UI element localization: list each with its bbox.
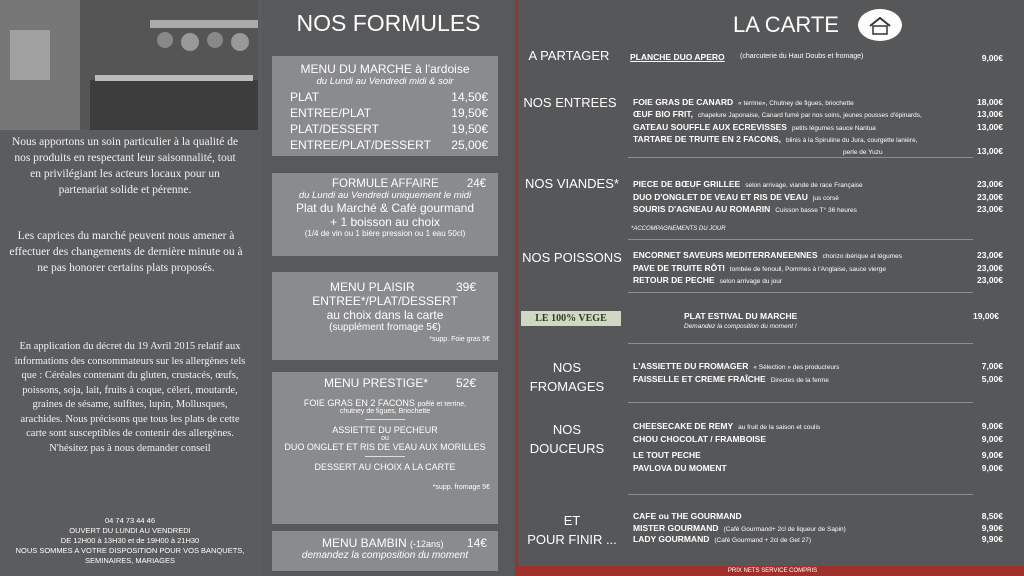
menu-marche-row-price: 19,50€ xyxy=(451,122,488,136)
footer-bar: PRIX NETS SERVICE COMPRIS xyxy=(518,566,1024,576)
opening-hours: DE 12H00 à 13H30 et de 19H00 à 21H30 xyxy=(60,536,200,545)
viandes-note: *ACCOMPAGNEMENTS DU JOUR xyxy=(631,226,726,232)
dish-row xyxy=(633,434,766,444)
formules-title: NOS FORMULES xyxy=(296,10,481,36)
menu-marche-row xyxy=(290,89,488,105)
kitchen-illustration xyxy=(0,0,258,130)
dish-desc: petits légumes sauce Nantua xyxy=(791,125,876,132)
dish-price: 9,00€ xyxy=(981,434,1003,444)
dish-price: 8,50€ xyxy=(981,511,1003,521)
vege-badge: LE 100% VEGE xyxy=(521,311,621,326)
formule-affaire xyxy=(272,173,498,256)
dish-desc: (Café Gourmand+ 2cl de liqueur de Sapin) xyxy=(723,526,846,533)
menu-prestige xyxy=(272,372,498,524)
dish-name: LE TOUT PECHE xyxy=(633,450,701,460)
vege-dish-sub: Demandez la composition du moment ! xyxy=(684,323,797,330)
dish-name: SOURIS D'AGNEAU AU ROMARIN xyxy=(633,204,771,214)
dish-row xyxy=(633,122,876,132)
dish-row xyxy=(633,534,811,544)
menu-prestige-title: MENU PRESTIGE* xyxy=(324,376,429,390)
prestige-course3: DUO ONGLET ET RIS DE VEAU AUX MORILLES xyxy=(284,442,486,452)
dish-row xyxy=(633,275,782,285)
menu-bambin xyxy=(272,531,498,571)
menu-plaisir-note: *supp. Foie gras 5€ xyxy=(429,336,490,343)
events-notice: NOUS SOMMES A VOTRE DISPOSITION POUR VOS BANQUETS, SEMINAIRES, MARIAGES xyxy=(15,546,245,565)
dish-name: PAVE DE TRUITE RÔTI xyxy=(633,263,725,273)
category-partager: A PARTAGER xyxy=(528,48,610,63)
menu-marche-title: MENU DU MARCHE à l'ardoise xyxy=(300,62,470,76)
formules-column xyxy=(262,0,515,576)
dish-name: PLANCHE DUO APERO xyxy=(630,52,725,62)
dish-desc: selon arrivage, viande de race Française xyxy=(745,182,863,189)
dish-desc: chapelure Japonaise, Canard fumé par nos soins, jeunes pousses d'épinards, xyxy=(697,112,922,119)
category-finir xyxy=(522,511,622,549)
dish-price: 18,00€ xyxy=(977,97,1003,107)
menu-marche-row xyxy=(290,105,488,121)
category-finir-l2: POUR FINIR ... xyxy=(527,532,617,547)
info-column xyxy=(0,0,262,576)
menu-prestige-price: 52€ xyxy=(455,376,476,390)
dish-name: PAVLOVA DU MOMENT xyxy=(633,463,727,473)
dish-price: 23,00€ xyxy=(977,192,1003,202)
menu-plaisir-title: MENU PLAISIR xyxy=(330,280,415,294)
dish-name: ŒUF BIO FRIT, xyxy=(633,109,693,119)
dish-row xyxy=(633,511,742,521)
dish-row xyxy=(633,146,883,156)
divider xyxy=(628,292,973,293)
menu-marche-row-label: PLAT/DESSERT xyxy=(290,122,379,136)
formule-affaire-price: 24€ xyxy=(466,178,486,190)
menu-plaisir-line1: ENTREE*/PLAT/DESSERT xyxy=(312,294,458,308)
menu-marche-row-price: 25,00€ xyxy=(451,138,488,152)
dish-name: GATEAU SOUFFLE AUX ECREVISSES xyxy=(633,122,787,132)
dish-name: TARTARE DE TRUITE EN 2 FACONS, xyxy=(633,134,781,144)
dish-row xyxy=(633,204,857,214)
dish-row xyxy=(633,109,922,119)
menu-prestige-note: *supp. fromage 5€ xyxy=(432,484,490,491)
dish-desc: Cuisson basse T° 36 heures xyxy=(775,207,857,214)
dish-price: 5,00€ xyxy=(981,374,1003,384)
dish-name: LADY GOURMAND xyxy=(633,534,710,544)
carte-title: LA CARTE xyxy=(733,12,839,37)
intro-text: Nous apportons un soin particulier à la qualité de nos produits en respectant leur saisonnalité, tout en privilégiant les acteurs locaux pour un partenariat solide et pérenne. xyxy=(11,136,239,196)
category-douceurs-l1: NOS xyxy=(552,422,582,437)
prestige-course4: DESSERT AU CHOIX A LA CARTE xyxy=(314,462,456,472)
dish-price: 13,00€ xyxy=(977,109,1003,119)
dish-desc: « terrine», Chutney de figues, briochette xyxy=(738,100,854,107)
menu-bambin-title: MENU BAMBIN xyxy=(322,536,407,550)
market-notice: Les caprices du marché peuvent nous amener à effectuer des changements de dernière minute ou à ne pas honorer certains plats proposés. xyxy=(9,230,243,274)
dish-price: 13,00€ xyxy=(977,146,1003,156)
menu-marche-row-price: 19,50€ xyxy=(451,106,488,120)
dish-row xyxy=(633,263,886,273)
dish-price: 9,00€ xyxy=(981,450,1003,460)
category-douceurs-l2: DOUCEURS xyxy=(529,441,605,456)
dish-name: CAFE ou THE GOURMAND xyxy=(633,511,742,521)
dish-row xyxy=(633,179,863,189)
formule-affaire-note: (1/4 de vin ou 1 bière pression ou 1 eau 50cl) xyxy=(304,229,466,238)
menu-marche-rows xyxy=(272,87,498,153)
dish-price: 23,00€ xyxy=(977,250,1003,260)
dish-price: 9,90€ xyxy=(981,534,1003,544)
dish-row xyxy=(633,134,918,144)
dish-price: 23,00€ xyxy=(977,204,1003,214)
dish-desc: tombée de fenouil, Pommes à l'Anglaise, sauce vierge xyxy=(729,266,887,273)
divider xyxy=(365,456,405,457)
dish-row xyxy=(633,250,902,260)
dish-desc: perle de Yuzu xyxy=(843,149,883,156)
formule-affaire-title: FORMULE AFFAIRE xyxy=(332,178,439,190)
open-days: OUVERT DU LUNDI AU VENDREDI xyxy=(69,526,191,535)
vege-dish-price: 19,00€ xyxy=(973,311,999,321)
formule-affaire-line2: + 1 boisson au choix xyxy=(330,215,440,229)
formule-affaire-line1: Plat du Marché & Café gourmand xyxy=(295,201,475,215)
contact-block xyxy=(10,516,250,566)
divider xyxy=(628,494,973,495)
formule-affaire-sub: du Lundi au Vendredi uniquement le midi xyxy=(298,190,472,201)
dish-name: ENCORNET SAVEURS MEDITERRANEENNES xyxy=(633,250,818,260)
dish-name: FAISSELLE ET CREME FRAÎCHE xyxy=(633,374,766,384)
dish-price: 9,00€ xyxy=(981,463,1003,473)
divider xyxy=(628,343,973,344)
dish-desc: Directes de la ferme xyxy=(770,377,829,384)
menu-plaisir-line3: (supplément fromage 5€) xyxy=(329,322,441,333)
vege-dish-name: PLAT ESTIVAL DU MARCHE xyxy=(684,311,798,321)
phone-number: 04 74 73 44 46 xyxy=(104,516,156,525)
divider xyxy=(628,402,973,403)
dish-price: 9,90€ xyxy=(981,523,1003,533)
dish-price: 23,00€ xyxy=(977,263,1003,273)
dish-desc: jus corsé xyxy=(812,195,839,202)
dish-name: L'ASSIETTE DU FROMAGER xyxy=(633,361,749,371)
dish-row xyxy=(633,463,727,473)
menu-marche-row-price: 14,50€ xyxy=(451,90,488,104)
dish-name: DUO D'ONGLET DE VEAU ET RIS DE VEAU xyxy=(633,192,808,202)
dish-row xyxy=(633,421,820,431)
category-fromages xyxy=(522,358,612,396)
dish-desc: selon arrivage du jour xyxy=(719,278,783,285)
dish-name: RETOUR DE PECHE xyxy=(633,275,715,285)
prestige-course1-desc2: chutney de figues, Briochette xyxy=(339,408,431,415)
menu-bambin-price: 14€ xyxy=(466,536,487,550)
dish-row xyxy=(633,450,701,460)
kitchen-photo xyxy=(0,0,258,130)
logo-badge xyxy=(858,9,902,41)
dish-desc: (charcuterie du Haut Doubs et fromage) xyxy=(740,53,864,60)
dish-price: 23,00€ xyxy=(977,275,1003,285)
category-douceurs xyxy=(522,420,612,458)
menu-marche-row xyxy=(290,121,488,137)
dish-price: 9,00€ xyxy=(981,421,1003,431)
dish-name: MISTER GOURMAND xyxy=(633,523,719,533)
divider xyxy=(365,419,405,420)
dish-row xyxy=(633,523,846,533)
menu-bambin-sub: demandez la composition du moment xyxy=(301,550,469,561)
dish-price: 23,00€ xyxy=(977,179,1003,189)
category-poissons: NOS POISSONS xyxy=(522,250,622,265)
dish-price: 7,00€ xyxy=(981,361,1003,371)
dish-name: PIECE DE BŒUF GRILLEE xyxy=(633,179,741,189)
category-fromages-l1: NOS xyxy=(552,360,582,375)
menu-marche-row-label: PLAT xyxy=(290,90,320,104)
prestige-course1: FOIE GRAS EN 2 FACONS xyxy=(303,398,415,408)
allergen-notice: En application du décret du 19 Avril 2015 relatif aux informations des consommateurs sur les allergènes tels que : Céréales contenant du gluten, crustacés, œufs, poissons, soja, lait, fruits à coque, céleri, moutarde, graines de sésame, sulfites, lupin, Mollusques, arachides. Nous précisons que tous les plats de cette carte sont susceptibles de contenir des allergènes. N'hésitez pas à nous demander conseil xyxy=(14,341,246,454)
dish-row xyxy=(633,192,839,202)
prestige-course1-desc: poêlé et terrine, xyxy=(417,401,467,408)
menu-plaisir-line2: au choix dans la carte xyxy=(326,308,444,322)
menu-marche-row-label: ENTREE/PLAT xyxy=(290,106,372,120)
dish-desc: blinis à la Spiruline du Jura, courgette lanière, xyxy=(785,137,918,144)
house-icon xyxy=(858,9,902,41)
menu-plaisir-price: 39€ xyxy=(455,280,476,294)
menu-bambin-age: (-12ans) xyxy=(410,539,444,549)
dish-row xyxy=(633,97,854,107)
dish-name: FOIE GRAS DE CANARD xyxy=(633,97,734,107)
prestige-or: ou xyxy=(381,435,389,442)
dish-row xyxy=(633,374,829,384)
dish-name: CHOU CHOCOLAT / FRAMBOISE xyxy=(633,434,767,444)
menu-plaisir xyxy=(272,272,498,360)
dish-desc: « Sélection » des producteurs xyxy=(753,364,840,371)
menu-marche xyxy=(272,56,498,156)
dish-name: CHEESECAKE DE REMY xyxy=(633,421,734,431)
category-fromages-l2: FROMAGES xyxy=(529,379,605,394)
divider xyxy=(628,239,973,240)
menu-marche-row-label: ENTREE/PLAT/DESSERT xyxy=(290,138,431,152)
category-finir-l1: ET xyxy=(563,513,581,528)
menu-marche-row xyxy=(290,137,488,153)
dish-desc: (Café Gourmand + 2cl de Get 27) xyxy=(714,537,811,544)
category-viandes: NOS VIANDES* xyxy=(525,176,619,191)
category-entrees: NOS ENTREES xyxy=(523,95,617,110)
dish-desc: chorizo ibérique et légumes xyxy=(822,253,903,260)
dish-price: 9,00€ xyxy=(981,53,1003,63)
carte-column xyxy=(515,0,1024,576)
dish-price: 13,00€ xyxy=(977,122,1003,132)
prestige-course2: ASSIETTE DU PECHEUR xyxy=(332,425,438,435)
dish-desc: au fruit de la saison et coulis xyxy=(738,424,821,431)
divider xyxy=(628,157,973,158)
dish-row xyxy=(633,361,839,371)
menu-marche-sub: du Lundi au Vendredi midi & soir xyxy=(316,76,454,87)
